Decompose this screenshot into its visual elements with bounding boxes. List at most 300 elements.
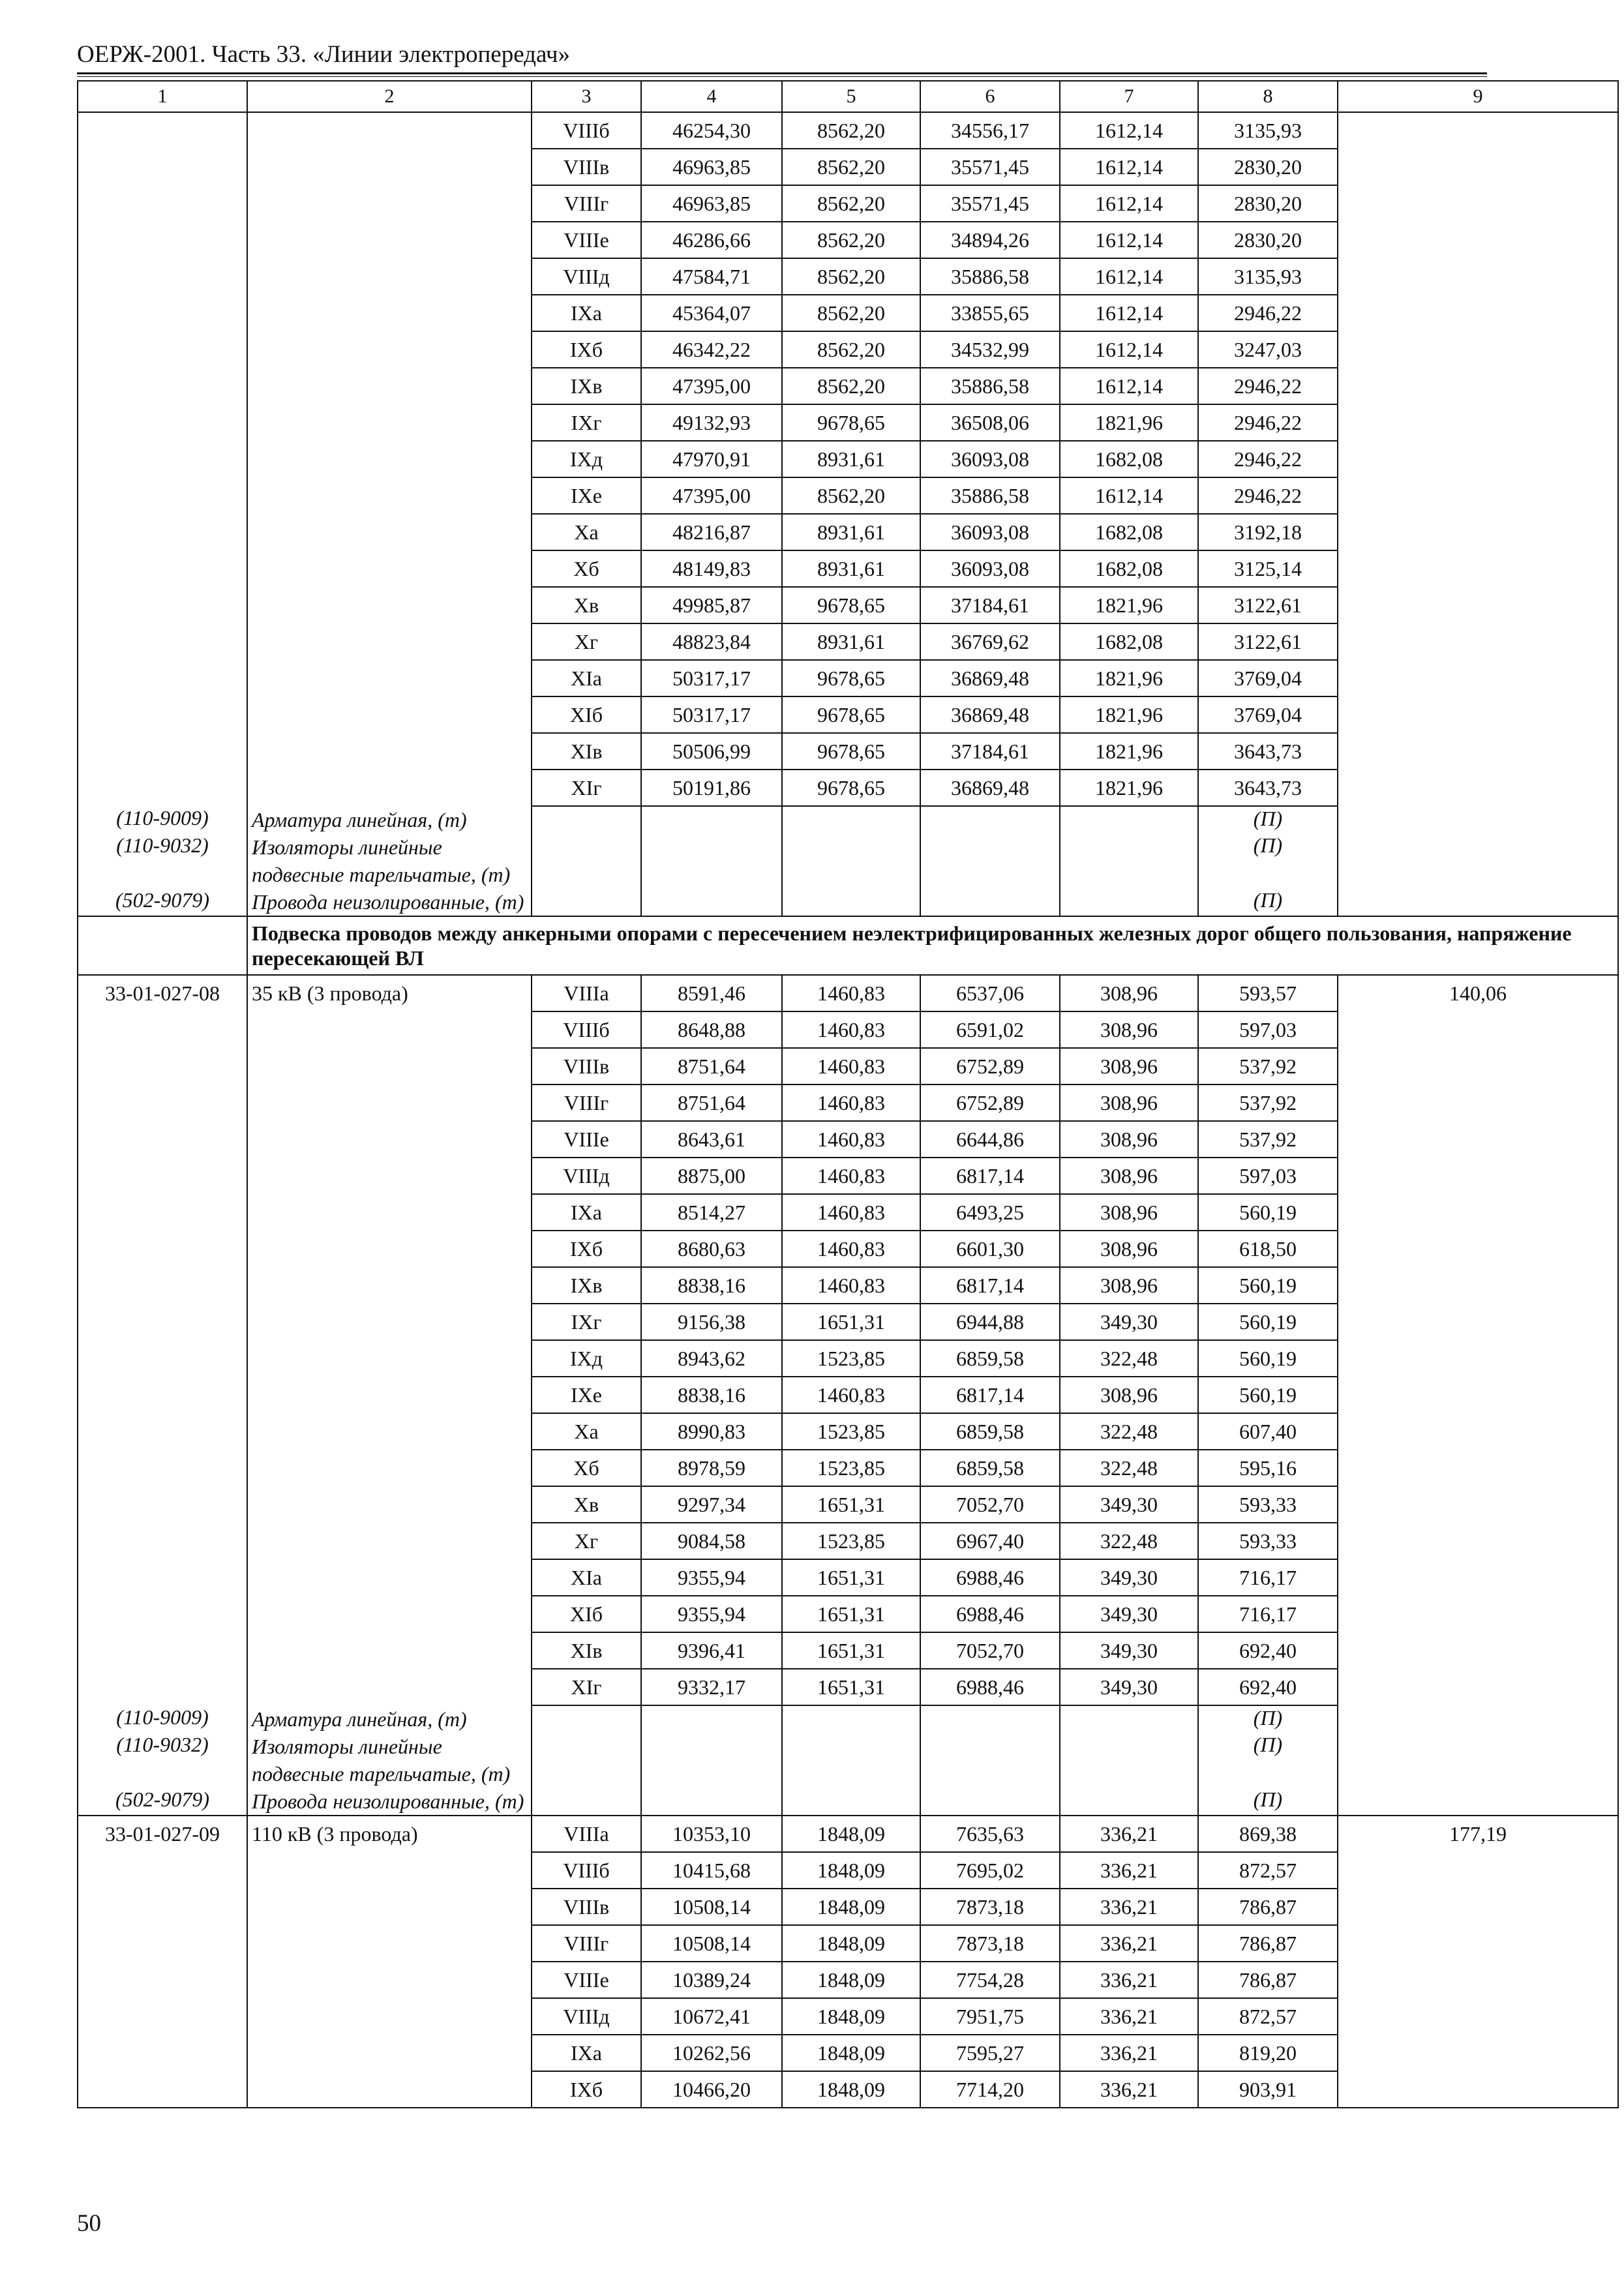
rate-code-cell (78, 404, 247, 441)
value-cell: 1460,83 (782, 1231, 920, 1267)
column9-cell (1338, 295, 1618, 331)
value-cell: 6537,06 (920, 975, 1060, 1011)
rate-code-cell (78, 1048, 247, 1085)
region-cell: XIа (532, 660, 641, 696)
work-name-cell (247, 2071, 532, 2108)
region-cell: XIв (532, 733, 641, 770)
rate-code-cell (78, 1596, 247, 1632)
value-cell: 2946,22 (1198, 404, 1338, 441)
value-cell: 1848,09 (782, 1962, 920, 1998)
value-cell: 1460,83 (782, 1158, 920, 1194)
value-cell: 35886,58 (920, 258, 1060, 295)
empty-cell (1338, 833, 1618, 888)
value-cell: 2946,22 (1198, 368, 1338, 404)
value-cell: 1848,09 (782, 1998, 920, 2035)
empty-cell (1060, 1733, 1198, 1788)
value-cell: 716,17 (1198, 1559, 1338, 1596)
work-name-cell (247, 1231, 532, 1267)
rate-code-cell (78, 1158, 247, 1194)
region-cell: IXб (532, 1231, 641, 1267)
region-cell: VIIIг (532, 185, 641, 222)
empty-cell (1338, 1733, 1618, 1788)
value-cell: 8562,20 (782, 112, 920, 149)
material-note: (П) (1198, 1788, 1338, 1816)
region-cell: Xа (532, 514, 641, 550)
value-cell: 9678,65 (782, 770, 920, 806)
value-cell: 8643,61 (641, 1121, 782, 1158)
rate-code-cell (78, 1085, 247, 1121)
value-cell: 1612,14 (1060, 368, 1198, 404)
column9-cell (1338, 1231, 1618, 1267)
column9-cell (1338, 660, 1618, 696)
region-cell: IXв (532, 1267, 641, 1304)
value-cell: 6601,30 (920, 1231, 1060, 1267)
empty-cell (532, 888, 641, 916)
material-note: (П) (1198, 833, 1338, 888)
column9-cell (1338, 1596, 1618, 1632)
empty-cell (1338, 1788, 1618, 1816)
empty-cell (641, 1705, 782, 1733)
work-name-cell (247, 1048, 532, 1085)
value-cell: 349,30 (1060, 1632, 1198, 1669)
value-cell: 8931,61 (782, 623, 920, 660)
value-cell: 819,20 (1198, 2035, 1338, 2071)
column9-cell (1338, 368, 1618, 404)
material-name: Провода неизолированные, (т) (247, 1788, 532, 1816)
value-cell: 10466,20 (641, 2071, 782, 2108)
material-code: (502-9079) (78, 1788, 247, 1816)
value-cell: 35571,45 (920, 149, 1060, 185)
value-cell: 7714,20 (920, 2071, 1060, 2108)
region-cell: VIIIв (532, 149, 641, 185)
value-cell: 6988,46 (920, 1596, 1060, 1632)
column-number-6: 6 (920, 81, 1060, 112)
value-cell: 8591,46 (641, 975, 782, 1011)
value-cell: 37184,61 (920, 587, 1060, 623)
value-cell: 7873,18 (920, 1889, 1060, 1925)
work-name-cell (247, 1962, 532, 1998)
work-name-cell (247, 1340, 532, 1377)
work-name-cell (247, 1486, 532, 1523)
table-row (78, 1340, 1618, 1377)
empty-cell (782, 1733, 920, 1788)
column9-cell (1338, 1450, 1618, 1486)
material-row (78, 833, 1618, 888)
value-cell: 618,50 (1198, 1231, 1338, 1267)
value-cell: 10672,41 (641, 1998, 782, 2035)
table-row (78, 1998, 1618, 2035)
work-name-cell (247, 1523, 532, 1559)
column9-cell (1338, 770, 1618, 806)
work-name-cell (247, 660, 532, 696)
value-cell: 8931,61 (782, 550, 920, 587)
column9-cell (1338, 1340, 1618, 1377)
value-cell: 1682,08 (1060, 550, 1198, 587)
work-name-cell (247, 696, 532, 733)
rate-code-cell (78, 1889, 247, 1925)
value-cell: 1523,85 (782, 1523, 920, 1559)
value-cell: 8680,63 (641, 1231, 782, 1267)
table-row (78, 2071, 1618, 2108)
work-name-cell (247, 1304, 532, 1340)
value-cell: 6988,46 (920, 1559, 1060, 1596)
column9-cell (1338, 733, 1618, 770)
column9-cell (1338, 2071, 1618, 2108)
value-cell: 6859,58 (920, 1413, 1060, 1450)
empty-cell (920, 1788, 1060, 1816)
value-cell: 308,96 (1060, 1377, 1198, 1413)
value-cell: 1612,14 (1060, 149, 1198, 185)
value-cell: 1651,31 (782, 1559, 920, 1596)
work-name-cell (247, 2035, 532, 2071)
value-cell: 322,48 (1060, 1523, 1198, 1559)
value-cell: 336,21 (1060, 1962, 1198, 1998)
value-cell: 8931,61 (782, 441, 920, 477)
work-name-cell (247, 1194, 532, 1231)
work-name-cell: 35 кВ (3 провода) (247, 975, 532, 1011)
table-row (78, 1816, 1618, 1852)
value-cell: 872,57 (1198, 1998, 1338, 2035)
rate-code-cell (78, 258, 247, 295)
value-cell: 1821,96 (1060, 770, 1198, 806)
rate-code-cell (78, 1231, 247, 1267)
value-cell: 36869,48 (920, 770, 1060, 806)
column9-cell (1338, 222, 1618, 258)
region-cell: XIб (532, 696, 641, 733)
column-number-4: 4 (641, 81, 782, 112)
region-cell: VIIIд (532, 1998, 641, 2035)
region-cell: IXд (532, 1340, 641, 1377)
region-cell: IXд (532, 441, 641, 477)
value-cell: 1651,31 (782, 1486, 920, 1523)
empty-cell (920, 1733, 1060, 1788)
material-code: (110-9032) (78, 833, 247, 888)
column-number-2: 2 (247, 81, 532, 112)
work-name-cell (247, 1158, 532, 1194)
table-row (78, 1413, 1618, 1450)
value-cell: 10262,56 (641, 2035, 782, 2071)
rate-code-cell (78, 477, 247, 514)
table-row (78, 1450, 1618, 1486)
value-cell: 308,96 (1060, 1085, 1198, 1121)
value-cell: 560,19 (1198, 1304, 1338, 1340)
section-title: Подвеска проводов между анкерными опорами с пересечением неэлектрифицированных железных дорог общего пользования, напряжение пересекающей ВЛ (247, 916, 1618, 975)
value-cell: 1612,14 (1060, 295, 1198, 331)
value-cell: 1848,09 (782, 1889, 920, 1925)
value-cell: 593,33 (1198, 1523, 1338, 1559)
value-cell: 3247,03 (1198, 331, 1338, 368)
value-cell: 47584,71 (641, 258, 782, 295)
table-row (78, 1194, 1618, 1231)
empty-cell (641, 1788, 782, 1816)
column9-cell (1338, 441, 1618, 477)
table-row (78, 1559, 1618, 1596)
region-cell: IXв (532, 368, 641, 404)
material-row (78, 1733, 1618, 1788)
rate-code-cell (78, 368, 247, 404)
value-cell: 7951,75 (920, 1998, 1060, 2035)
value-cell: 692,40 (1198, 1632, 1338, 1669)
region-cell: VIIIб (532, 1011, 641, 1048)
column9-cell (1338, 404, 1618, 441)
value-cell: 8990,83 (641, 1413, 782, 1450)
value-cell: 308,96 (1060, 1158, 1198, 1194)
work-name-cell (247, 441, 532, 477)
column9-cell (1338, 477, 1618, 514)
rates-table-container (77, 80, 1572, 2108)
value-cell: 9678,65 (782, 733, 920, 770)
table-row (78, 295, 1618, 331)
value-cell: 6817,14 (920, 1267, 1060, 1304)
rate-code-cell (78, 441, 247, 477)
page-header-title: ОЕРЖ-2001. Часть 33. «Линии электропередач» (77, 41, 571, 68)
column9-cell (1338, 1962, 1618, 1998)
value-cell: 2830,20 (1198, 149, 1338, 185)
table-row (78, 1085, 1618, 1121)
work-name-cell: 110 кВ (3 провода) (247, 1816, 532, 1852)
value-cell: 593,33 (1198, 1486, 1338, 1523)
value-cell: 349,30 (1060, 1669, 1198, 1705)
rate-code-cell (78, 1340, 247, 1377)
column9-cell (1338, 1121, 1618, 1158)
value-cell: 1523,85 (782, 1340, 920, 1377)
value-cell: 36869,48 (920, 660, 1060, 696)
work-name-cell (247, 733, 532, 770)
work-name-cell (247, 1121, 532, 1158)
empty-cell (920, 1705, 1060, 1733)
value-cell: 36869,48 (920, 696, 1060, 733)
table-row (78, 660, 1618, 696)
empty-cell (532, 1733, 641, 1788)
table-row (78, 1304, 1618, 1340)
rate-code-cell (78, 185, 247, 222)
table-row (78, 1121, 1618, 1158)
region-cell: IXе (532, 477, 641, 514)
value-cell: 560,19 (1198, 1377, 1338, 1413)
table-row (78, 1925, 1618, 1962)
material-name: Изоляторы линейные подвесные тарельчатые, (т) (247, 833, 532, 888)
value-cell: 10353,10 (641, 1816, 782, 1852)
empty-cell (641, 888, 782, 916)
table-row (78, 1231, 1618, 1267)
rate-code-cell (78, 2071, 247, 2108)
value-cell: 6944,88 (920, 1304, 1060, 1340)
value-cell: 3135,93 (1198, 258, 1338, 295)
table-row (78, 975, 1618, 1011)
table-row (78, 368, 1618, 404)
value-cell: 8562,20 (782, 368, 920, 404)
value-cell: 537,92 (1198, 1048, 1338, 1085)
empty-cell (641, 1733, 782, 1788)
value-cell: 3122,61 (1198, 587, 1338, 623)
table-row (78, 258, 1618, 295)
table-row (78, 550, 1618, 587)
region-cell: VIIIг (532, 1085, 641, 1121)
value-cell: 7754,28 (920, 1962, 1060, 1998)
material-note: (П) (1198, 1733, 1338, 1788)
value-cell: 786,87 (1198, 1925, 1338, 1962)
value-cell: 6967,40 (920, 1523, 1060, 1559)
work-name-cell (247, 1450, 532, 1486)
value-cell: 1460,83 (782, 1377, 920, 1413)
region-cell: Xб (532, 1450, 641, 1486)
value-cell: 1821,96 (1060, 587, 1198, 623)
rate-code-cell (78, 587, 247, 623)
rate-code-cell (78, 660, 247, 696)
material-note: (П) (1198, 888, 1338, 916)
region-cell: VIIIб (532, 1852, 641, 1889)
value-cell: 537,92 (1198, 1121, 1338, 1158)
value-cell: 1651,31 (782, 1632, 920, 1669)
table-row (78, 1377, 1618, 1413)
value-cell: 46963,85 (641, 149, 782, 185)
column9-cell (1338, 1158, 1618, 1194)
value-cell: 560,19 (1198, 1194, 1338, 1231)
value-cell: 1848,09 (782, 1852, 920, 1889)
column9-cell (1338, 1925, 1618, 1962)
table-row (78, 222, 1618, 258)
column9-cell (1338, 623, 1618, 660)
value-cell: 1612,14 (1060, 331, 1198, 368)
work-name-cell (247, 770, 532, 806)
table-row (78, 696, 1618, 733)
column9-cell (1338, 1011, 1618, 1048)
column-number-8: 8 (1198, 81, 1338, 112)
table-row (78, 1523, 1618, 1559)
region-cell: VIIIе (532, 1121, 641, 1158)
value-cell: 308,96 (1060, 1267, 1198, 1304)
value-cell: 607,40 (1198, 1413, 1338, 1450)
value-cell: 322,48 (1060, 1450, 1198, 1486)
region-cell: VIIIв (532, 1889, 641, 1925)
value-cell: 8931,61 (782, 514, 920, 550)
column9-cell (1338, 1048, 1618, 1085)
value-cell: 1523,85 (782, 1450, 920, 1486)
column9-cell (1338, 1998, 1618, 2035)
value-cell: 1460,83 (782, 975, 920, 1011)
region-cell: Xг (532, 623, 641, 660)
value-cell: 6493,25 (920, 1194, 1060, 1231)
value-cell: 9678,65 (782, 660, 920, 696)
column9-cell: 140,06 (1338, 975, 1618, 1011)
section-header-row (78, 916, 1618, 975)
empty-cell (1060, 1788, 1198, 1816)
material-row (78, 806, 1618, 833)
table-row (78, 1158, 1618, 1194)
value-cell: 308,96 (1060, 1121, 1198, 1158)
column9-cell (1338, 1085, 1618, 1121)
value-cell: 349,30 (1060, 1304, 1198, 1340)
rate-code-cell (78, 1998, 247, 2035)
empty-cell (920, 888, 1060, 916)
material-name: Арматура линейная, (т) (247, 806, 532, 833)
value-cell: 1460,83 (782, 1011, 920, 1048)
region-cell: IXб (532, 331, 641, 368)
value-cell: 2946,22 (1198, 295, 1338, 331)
value-cell: 1612,14 (1060, 222, 1198, 258)
value-cell: 8978,59 (641, 1450, 782, 1486)
empty-cell (782, 1788, 920, 1816)
value-cell: 50317,17 (641, 660, 782, 696)
value-cell: 336,21 (1060, 2071, 1198, 2108)
rate-code-cell (78, 1267, 247, 1304)
value-cell: 36093,08 (920, 441, 1060, 477)
value-cell: 48823,84 (641, 623, 782, 660)
value-cell: 593,57 (1198, 975, 1338, 1011)
work-name-cell (247, 1852, 532, 1889)
column9-cell: 177,19 (1338, 1816, 1618, 1852)
value-cell: 8562,20 (782, 149, 920, 185)
value-cell: 9297,34 (641, 1486, 782, 1523)
value-cell: 1682,08 (1060, 441, 1198, 477)
value-cell: 7595,27 (920, 2035, 1060, 2071)
region-cell: XIв (532, 1632, 641, 1669)
value-cell: 308,96 (1060, 975, 1198, 1011)
column9-cell (1338, 1559, 1618, 1596)
value-cell: 46342,22 (641, 331, 782, 368)
work-name-cell (247, 404, 532, 441)
value-cell: 8562,20 (782, 185, 920, 222)
value-cell: 1682,08 (1060, 623, 1198, 660)
empty-cell (1338, 1705, 1618, 1733)
value-cell: 322,48 (1060, 1340, 1198, 1377)
value-cell: 8562,20 (782, 258, 920, 295)
work-name-cell (247, 1669, 532, 1705)
value-cell: 3643,73 (1198, 733, 1338, 770)
value-cell: 48216,87 (641, 514, 782, 550)
material-code: (502-9079) (78, 888, 247, 916)
value-cell: 308,96 (1060, 1048, 1198, 1085)
table-row (78, 1048, 1618, 1085)
region-cell: VIIIд (532, 1158, 641, 1194)
empty-cell (782, 833, 920, 888)
table-row (78, 1889, 1618, 1925)
value-cell: 1821,96 (1060, 660, 1198, 696)
column-number-7: 7 (1060, 81, 1198, 112)
value-cell: 46963,85 (641, 185, 782, 222)
value-cell: 1460,83 (782, 1194, 920, 1231)
value-cell: 6817,14 (920, 1158, 1060, 1194)
region-cell: XIа (532, 1559, 641, 1596)
value-cell: 336,21 (1060, 1925, 1198, 1962)
value-cell: 8514,27 (641, 1194, 782, 1231)
material-code: (110-9009) (78, 806, 247, 833)
value-cell: 1821,96 (1060, 404, 1198, 441)
value-cell: 308,96 (1060, 1011, 1198, 1048)
value-cell: 8751,64 (641, 1085, 782, 1121)
region-cell: IXа (532, 1194, 641, 1231)
rate-code-cell (78, 331, 247, 368)
value-cell: 1651,31 (782, 1304, 920, 1340)
value-cell: 308,96 (1060, 1194, 1198, 1231)
material-note: (П) (1198, 1705, 1338, 1733)
table-row (78, 1486, 1618, 1523)
empty-cell (1060, 833, 1198, 888)
value-cell: 692,40 (1198, 1669, 1338, 1705)
value-cell: 36093,08 (920, 514, 1060, 550)
empty-cell (641, 833, 782, 888)
value-cell: 3643,73 (1198, 770, 1338, 806)
work-name-cell (247, 149, 532, 185)
value-cell: 49985,87 (641, 587, 782, 623)
rates-table-body (78, 81, 1618, 2108)
table-row (78, 1011, 1618, 1048)
work-name-cell (247, 331, 532, 368)
value-cell: 7052,70 (920, 1486, 1060, 1523)
value-cell: 1848,09 (782, 1925, 920, 1962)
work-name-cell (247, 1267, 532, 1304)
work-name-cell (247, 222, 532, 258)
